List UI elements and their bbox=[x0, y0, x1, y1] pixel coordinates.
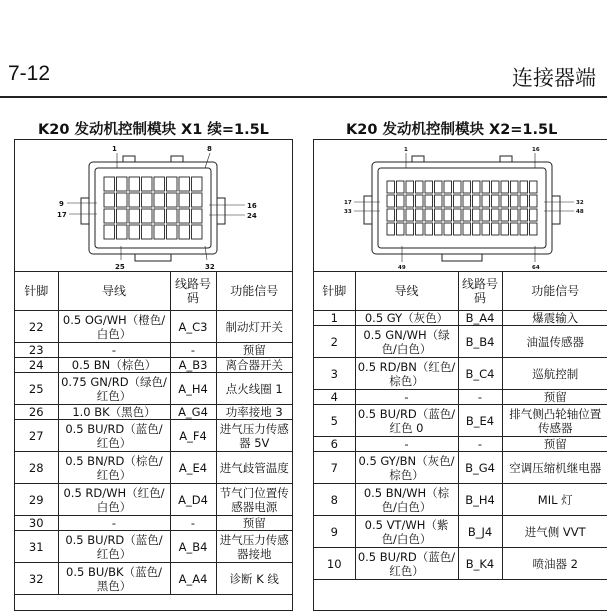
pin-cavity bbox=[387, 195, 395, 207]
cell-function: 爆震输入 bbox=[502, 311, 607, 326]
pin-label-16: 16 bbox=[532, 147, 540, 153]
pin-cavity bbox=[492, 209, 500, 221]
cell-pin: 32 bbox=[15, 563, 58, 595]
pin-cavity bbox=[129, 177, 140, 191]
pin-cavity bbox=[406, 209, 414, 221]
table-row bbox=[15, 420, 292, 452]
pin-cavity bbox=[511, 209, 519, 221]
cell-circuit: A_H4 bbox=[170, 373, 216, 405]
cell-wire: 0.75 GN/RD（绿色/红色） bbox=[58, 373, 170, 405]
pin-cavity bbox=[492, 223, 500, 235]
pin-cavity bbox=[154, 225, 165, 239]
cell-wire: 0.5 BN/RD（棕色/红色） bbox=[58, 452, 170, 484]
pin-cavity bbox=[104, 193, 115, 207]
header-wire: 导线 bbox=[355, 272, 458, 311]
cell-function: 巡航控制 bbox=[502, 358, 607, 390]
cell-wire: 0.5 BU/RD（蓝色/红色 0 bbox=[355, 405, 458, 437]
cell-wire: 0.5 BU/RD（蓝色/红色） bbox=[355, 548, 458, 580]
cell-pin: 26 bbox=[15, 405, 58, 420]
pin-cavity bbox=[179, 193, 190, 207]
cell-wire: 0.5 OG/WH（橙色/白色） bbox=[58, 311, 170, 343]
pin-cavity bbox=[435, 209, 443, 221]
cell-wire: 0.5 BU/RD（蓝色/红色） bbox=[58, 531, 170, 563]
cell-function: 诊断 K 线 bbox=[216, 563, 292, 595]
pin-cavity bbox=[501, 223, 509, 235]
pin-label-33: 33 bbox=[344, 209, 352, 215]
right-panel-title: K20 发动机控制模块 X2=1.5L bbox=[346, 122, 558, 138]
pin-cavity bbox=[425, 209, 433, 221]
pin-cavity bbox=[397, 195, 405, 207]
pin-cavity bbox=[501, 209, 509, 221]
pin-cavity bbox=[129, 209, 140, 223]
pin-cavity bbox=[397, 181, 405, 193]
pin-cavity bbox=[104, 177, 115, 191]
table-row bbox=[15, 373, 292, 405]
cell-circuit: A_B3 bbox=[170, 358, 216, 373]
cell-wire: - bbox=[355, 437, 458, 452]
table-row bbox=[15, 452, 292, 484]
cell-circuit: A_C3 bbox=[170, 311, 216, 343]
right-connector-diagram bbox=[314, 140, 607, 272]
cell-wire: - bbox=[58, 516, 170, 531]
cell-pin: 31 bbox=[15, 531, 58, 563]
pin-cavity bbox=[444, 223, 452, 235]
table-row bbox=[15, 311, 292, 343]
cell-function: 预留 bbox=[216, 343, 292, 358]
cell-circuit: B_K4 bbox=[458, 548, 502, 580]
pin-label-24: 24 bbox=[247, 212, 257, 220]
pin-label-49: 49 bbox=[398, 265, 406, 271]
pin-label-48: 48 bbox=[576, 209, 584, 215]
pin-label-9: 9 bbox=[59, 200, 64, 208]
pin-cavity bbox=[511, 181, 519, 193]
pin-cavity bbox=[530, 223, 538, 235]
pin-cavity bbox=[167, 225, 178, 239]
pin-cavity bbox=[520, 209, 528, 221]
cell-pin: 25 bbox=[15, 373, 58, 405]
pin-cavity bbox=[454, 209, 462, 221]
cell-function: 空调压缩机继电器 bbox=[502, 452, 607, 484]
right-pin-table bbox=[314, 272, 607, 580]
cell-wire: 0.5 RD/WH（红色/白色） bbox=[58, 484, 170, 516]
pin-cavity bbox=[406, 181, 414, 193]
pin-cavity bbox=[167, 209, 178, 223]
cell-function: 离合器开关 bbox=[216, 358, 292, 373]
pin-cavity bbox=[473, 181, 481, 193]
pin-cavity bbox=[530, 195, 538, 207]
pin-cavity bbox=[167, 177, 178, 191]
cell-circuit: B_C4 bbox=[458, 358, 502, 390]
pin-cavity bbox=[142, 209, 153, 223]
pin-label-8: 8 bbox=[207, 145, 212, 153]
cell-function: 进气歧管温度 bbox=[216, 452, 292, 484]
pin-cavity bbox=[167, 193, 178, 207]
pin-cavity bbox=[154, 193, 165, 207]
cell-pin: 10 bbox=[314, 548, 355, 580]
pin-cavity bbox=[511, 223, 519, 235]
cell-wire: - bbox=[355, 390, 458, 405]
cell-circuit: - bbox=[170, 516, 216, 531]
cell-function: 进气压力传感器接地 bbox=[216, 531, 292, 563]
cell-function: 喷油器 2 bbox=[502, 548, 607, 580]
cell-function: 排气侧凸轮轴位置传感器 bbox=[502, 405, 607, 437]
section-title: 连接器端 bbox=[512, 66, 596, 90]
cell-pin: 6 bbox=[314, 437, 355, 452]
pin-cavity bbox=[435, 181, 443, 193]
pin-cavity bbox=[154, 209, 165, 223]
cell-pin: 7 bbox=[314, 452, 355, 484]
pin-cavity bbox=[501, 181, 509, 193]
left-pin-table bbox=[15, 272, 292, 595]
pin-cavity bbox=[104, 209, 115, 223]
pin-cavity bbox=[444, 209, 452, 221]
table-row bbox=[314, 484, 607, 516]
table-row bbox=[314, 516, 607, 548]
cell-wire: 1.0 BK（黑色） bbox=[58, 405, 170, 420]
left-connector-panel bbox=[14, 139, 293, 611]
pin-cavity bbox=[387, 181, 395, 193]
pin-cavity bbox=[463, 181, 471, 193]
header-function: 功能信号 bbox=[216, 272, 292, 311]
cell-wire: 0.5 BU/RD（蓝色/红色） bbox=[58, 420, 170, 452]
cell-wire: 0.5 GY/BN（灰色/棕色） bbox=[355, 452, 458, 484]
pin-cavity bbox=[444, 181, 452, 193]
cell-circuit: A_F4 bbox=[170, 420, 216, 452]
pin-cavity bbox=[142, 225, 153, 239]
cell-pin: 9 bbox=[314, 516, 355, 548]
table-row bbox=[15, 516, 292, 531]
header-rule bbox=[0, 96, 607, 98]
cell-pin: 29 bbox=[15, 484, 58, 516]
cell-circuit: A_G4 bbox=[170, 405, 216, 420]
cell-function: 功率接地 3 bbox=[216, 405, 292, 420]
cell-circuit: A_B4 bbox=[170, 531, 216, 563]
table-row bbox=[15, 343, 292, 358]
table-row bbox=[314, 437, 607, 452]
cell-wire: 0.5 BN（棕色） bbox=[58, 358, 170, 373]
pin-label-16: 16 bbox=[247, 202, 257, 210]
cell-pin: 30 bbox=[15, 516, 58, 531]
cell-pin: 27 bbox=[15, 420, 58, 452]
pin-label-32: 32 bbox=[576, 200, 584, 206]
table-row bbox=[314, 452, 607, 484]
pin-cavity bbox=[425, 195, 433, 207]
cell-circuit: B_J4 bbox=[458, 516, 502, 548]
cell-function: 预留 bbox=[502, 390, 607, 405]
cell-pin: 28 bbox=[15, 452, 58, 484]
cell-pin: 24 bbox=[15, 358, 58, 373]
cell-circuit: - bbox=[458, 437, 502, 452]
pin-cavity bbox=[473, 195, 481, 207]
table-row bbox=[15, 484, 292, 516]
pin-cavity bbox=[179, 209, 190, 223]
table-row bbox=[314, 358, 607, 390]
pin-cavity bbox=[425, 181, 433, 193]
cell-wire: 0.5 BN/WH（棕色/白色） bbox=[355, 484, 458, 516]
pin-label-32: 32 bbox=[205, 263, 215, 271]
table-row bbox=[15, 531, 292, 563]
cell-function: 油温传感器 bbox=[502, 326, 607, 358]
cell-function: 预留 bbox=[502, 437, 607, 452]
header-pin: 针脚 bbox=[15, 272, 58, 311]
cell-circuit: A_E4 bbox=[170, 452, 216, 484]
pin-cavity bbox=[492, 181, 500, 193]
pin-cavity bbox=[435, 195, 443, 207]
cell-circuit: B_E4 bbox=[458, 405, 502, 437]
table-row bbox=[314, 390, 607, 405]
pin-cavity bbox=[482, 181, 490, 193]
cell-pin: 1 bbox=[314, 311, 355, 326]
right-connector-panel bbox=[313, 139, 607, 611]
pin-cavity bbox=[142, 193, 153, 207]
table-row bbox=[15, 405, 292, 420]
cell-wire: 0.5 VT/WH（紫色/白色） bbox=[355, 516, 458, 548]
pin-cavity bbox=[117, 209, 128, 223]
cell-circuit: B_B4 bbox=[458, 326, 502, 358]
cell-circuit: A_A4 bbox=[170, 563, 216, 595]
table-row bbox=[15, 563, 292, 595]
cell-pin: 22 bbox=[15, 311, 58, 343]
table-row bbox=[314, 405, 607, 437]
pin-cavity bbox=[530, 209, 538, 221]
pin-cavity bbox=[192, 193, 203, 207]
page-number: 7-12 bbox=[8, 62, 51, 85]
cell-pin: 3 bbox=[314, 358, 355, 390]
cell-circuit: A_D4 bbox=[170, 484, 216, 516]
pin-cavity bbox=[117, 177, 128, 191]
cell-function: 制动灯开关 bbox=[216, 311, 292, 343]
pin-cavity bbox=[463, 209, 471, 221]
table-row bbox=[314, 326, 607, 358]
cell-wire: 0.5 RD/BN（红色/棕色） bbox=[355, 358, 458, 390]
pin-cavity bbox=[416, 195, 424, 207]
pin-label-17: 17 bbox=[344, 200, 352, 206]
cell-function: 预留 bbox=[216, 516, 292, 531]
cell-pin: 5 bbox=[314, 405, 355, 437]
cell-pin: 4 bbox=[314, 390, 355, 405]
pin-cavity bbox=[482, 209, 490, 221]
pin-cavity bbox=[463, 195, 471, 207]
table-row bbox=[314, 311, 607, 326]
pin-cavity bbox=[454, 223, 462, 235]
pin-label-64: 64 bbox=[532, 265, 540, 271]
pin-cavity bbox=[179, 225, 190, 239]
pin-cavity bbox=[501, 195, 509, 207]
header-circuit: 线路号码 bbox=[458, 272, 502, 311]
cell-circuit: B_H4 bbox=[458, 484, 502, 516]
pin-cavity bbox=[520, 223, 528, 235]
pin-cavity bbox=[387, 223, 395, 235]
cell-function: MIL 灯 bbox=[502, 484, 607, 516]
pin-cavity bbox=[192, 225, 203, 239]
pin-cavity bbox=[179, 177, 190, 191]
pin-cavity bbox=[387, 209, 395, 221]
cell-wire: 0.5 GY（灰色） bbox=[355, 311, 458, 326]
pin-cavity bbox=[463, 223, 471, 235]
cell-function: 节气门位置传感器电源 bbox=[216, 484, 292, 516]
pin-label-1: 1 bbox=[404, 147, 408, 153]
pin-cavity bbox=[454, 195, 462, 207]
cell-function: 进气压力传感器 5V bbox=[216, 420, 292, 452]
cell-wire: 0.5 BU/BK（蓝色/黑色） bbox=[58, 563, 170, 595]
pin-cavity bbox=[117, 225, 128, 239]
cell-circuit: - bbox=[458, 390, 502, 405]
pin-cavity bbox=[435, 223, 443, 235]
pin-cavity bbox=[482, 223, 490, 235]
pin-cavity bbox=[473, 223, 481, 235]
cell-function: 进气侧 VVT bbox=[502, 516, 607, 548]
cell-circuit: B_A4 bbox=[458, 311, 502, 326]
pin-cavity bbox=[454, 181, 462, 193]
pin-cavity bbox=[520, 181, 528, 193]
pin-cavity bbox=[192, 209, 203, 223]
pin-cavity bbox=[511, 195, 519, 207]
pin-cavity bbox=[397, 223, 405, 235]
pin-cavity bbox=[406, 195, 414, 207]
pin-cavity bbox=[473, 209, 481, 221]
header-pin: 针脚 bbox=[314, 272, 355, 311]
pin-cavity bbox=[520, 195, 528, 207]
cell-wire: 0.5 GN/WH（绿色/白色） bbox=[355, 326, 458, 358]
pin-cavity bbox=[192, 177, 203, 191]
pin-cavity bbox=[129, 193, 140, 207]
cell-circuit: - bbox=[170, 343, 216, 358]
pin-cavity bbox=[142, 177, 153, 191]
pin-cavity bbox=[406, 223, 414, 235]
pin-cavity bbox=[492, 195, 500, 207]
cell-pin: 8 bbox=[314, 484, 355, 516]
header-wire: 导线 bbox=[58, 272, 170, 311]
left-panel-title: K20 发动机控制模块 X1 续=1.5L bbox=[38, 122, 269, 138]
cell-wire: - bbox=[58, 343, 170, 358]
pin-cavity bbox=[444, 195, 452, 207]
cell-circuit: B_G4 bbox=[458, 452, 502, 484]
cell-pin: 23 bbox=[15, 343, 58, 358]
pin-cavity bbox=[416, 223, 424, 235]
header-circuit: 线路号码 bbox=[170, 272, 216, 311]
pin-cavity bbox=[482, 195, 490, 207]
pin-cavity bbox=[117, 193, 128, 207]
pin-cavity bbox=[416, 181, 424, 193]
pin-label-17: 17 bbox=[57, 211, 67, 219]
pin-cavity bbox=[397, 209, 405, 221]
pin-label-25: 25 bbox=[115, 263, 125, 271]
pin-cavity bbox=[416, 209, 424, 221]
pin-cavity bbox=[530, 181, 538, 193]
left-connector-diagram bbox=[15, 140, 292, 272]
header-function: 功能信号 bbox=[502, 272, 607, 311]
table-row bbox=[314, 548, 607, 580]
cell-pin: 2 bbox=[314, 326, 355, 358]
cell-function: 点火线圈 1 bbox=[216, 373, 292, 405]
table-row bbox=[15, 358, 292, 373]
pin-cavity bbox=[154, 177, 165, 191]
pin-cavity bbox=[425, 223, 433, 235]
pin-label-1: 1 bbox=[112, 145, 117, 153]
pin-cavity bbox=[129, 225, 140, 239]
pin-cavity bbox=[104, 225, 115, 239]
